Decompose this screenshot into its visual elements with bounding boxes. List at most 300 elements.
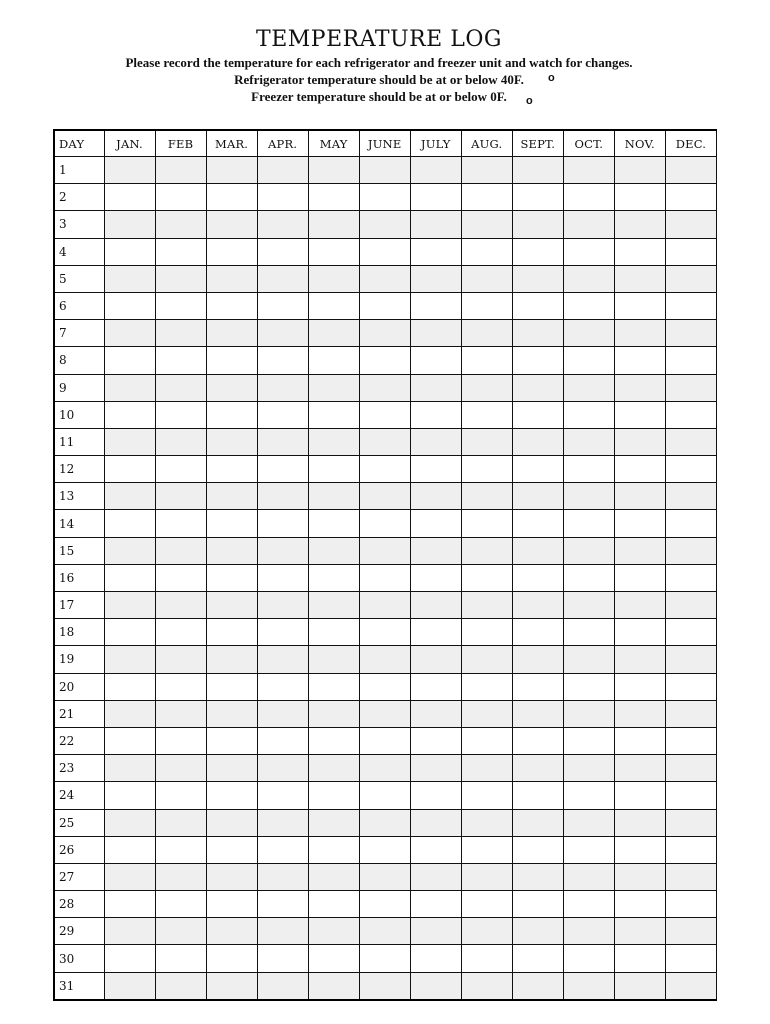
temperature-entry-cell[interactable]: [512, 646, 563, 673]
temperature-entry-cell[interactable]: [665, 782, 716, 809]
temperature-entry-cell[interactable]: [614, 700, 665, 727]
temperature-entry-cell[interactable]: [155, 292, 206, 319]
temperature-entry-cell[interactable]: [155, 401, 206, 428]
temperature-entry-cell[interactable]: [665, 891, 716, 918]
temperature-entry-cell[interactable]: [512, 483, 563, 510]
temperature-entry-cell[interactable]: [104, 320, 155, 347]
temperature-entry-cell[interactable]: [461, 428, 512, 455]
temperature-entry-cell[interactable]: [512, 456, 563, 483]
temperature-entry-cell[interactable]: [410, 537, 461, 564]
temperature-entry-cell[interactable]: [104, 157, 155, 184]
temperature-entry-cell[interactable]: [665, 320, 716, 347]
temperature-entry-cell[interactable]: [155, 945, 206, 972]
temperature-entry-cell[interactable]: [257, 619, 308, 646]
temperature-entry-cell[interactable]: [512, 428, 563, 455]
temperature-entry-cell[interactable]: [308, 755, 359, 782]
temperature-entry-cell[interactable]: [512, 727, 563, 754]
temperature-entry-cell[interactable]: [257, 510, 308, 537]
temperature-entry-cell[interactable]: [104, 755, 155, 782]
temperature-entry-cell[interactable]: [155, 863, 206, 890]
temperature-entry-cell[interactable]: [104, 292, 155, 319]
temperature-entry-cell[interactable]: [104, 456, 155, 483]
temperature-entry-cell[interactable]: [461, 238, 512, 265]
temperature-entry-cell[interactable]: [563, 564, 614, 591]
temperature-entry-cell[interactable]: [461, 564, 512, 591]
temperature-entry-cell[interactable]: [563, 238, 614, 265]
temperature-entry-cell[interactable]: [563, 265, 614, 292]
temperature-entry-cell[interactable]: [563, 537, 614, 564]
temperature-entry-cell[interactable]: [614, 510, 665, 537]
temperature-entry-cell[interactable]: [410, 646, 461, 673]
temperature-entry-cell[interactable]: [512, 755, 563, 782]
temperature-entry-cell[interactable]: [563, 755, 614, 782]
temperature-entry-cell[interactable]: [257, 592, 308, 619]
temperature-entry-cell[interactable]: [155, 619, 206, 646]
temperature-entry-cell[interactable]: [308, 211, 359, 238]
temperature-entry-cell[interactable]: [155, 347, 206, 374]
temperature-entry-cell[interactable]: [614, 646, 665, 673]
temperature-entry-cell[interactable]: [614, 483, 665, 510]
temperature-entry-cell[interactable]: [359, 265, 410, 292]
temperature-entry-cell[interactable]: [308, 646, 359, 673]
temperature-entry-cell[interactable]: [410, 320, 461, 347]
temperature-entry-cell[interactable]: [563, 510, 614, 537]
temperature-entry-cell[interactable]: [614, 727, 665, 754]
temperature-entry-cell[interactable]: [614, 972, 665, 1000]
temperature-entry-cell[interactable]: [359, 972, 410, 1000]
temperature-entry-cell[interactable]: [461, 836, 512, 863]
temperature-entry-cell[interactable]: [359, 727, 410, 754]
temperature-entry-cell[interactable]: [563, 836, 614, 863]
temperature-entry-cell[interactable]: [104, 945, 155, 972]
temperature-entry-cell[interactable]: [308, 673, 359, 700]
temperature-entry-cell[interactable]: [308, 265, 359, 292]
temperature-entry-cell[interactable]: [104, 564, 155, 591]
temperature-entry-cell[interactable]: [665, 456, 716, 483]
temperature-entry-cell[interactable]: [257, 347, 308, 374]
temperature-entry-cell[interactable]: [257, 863, 308, 890]
temperature-entry-cell[interactable]: [665, 238, 716, 265]
temperature-entry-cell[interactable]: [206, 619, 257, 646]
temperature-entry-cell[interactable]: [206, 592, 257, 619]
temperature-entry-cell[interactable]: [563, 456, 614, 483]
temperature-entry-cell[interactable]: [155, 374, 206, 401]
temperature-entry-cell[interactable]: [206, 374, 257, 401]
temperature-entry-cell[interactable]: [206, 157, 257, 184]
temperature-entry-cell[interactable]: [461, 401, 512, 428]
temperature-entry-cell[interactable]: [512, 592, 563, 619]
temperature-entry-cell[interactable]: [512, 157, 563, 184]
temperature-entry-cell[interactable]: [410, 347, 461, 374]
temperature-entry-cell[interactable]: [614, 265, 665, 292]
temperature-entry-cell[interactable]: [563, 646, 614, 673]
temperature-entry-cell[interactable]: [104, 211, 155, 238]
temperature-entry-cell[interactable]: [563, 211, 614, 238]
temperature-entry-cell[interactable]: [461, 945, 512, 972]
temperature-entry-cell[interactable]: [257, 700, 308, 727]
temperature-entry-cell[interactable]: [257, 211, 308, 238]
temperature-entry-cell[interactable]: [461, 673, 512, 700]
temperature-entry-cell[interactable]: [665, 510, 716, 537]
temperature-entry-cell[interactable]: [665, 727, 716, 754]
temperature-entry-cell[interactable]: [155, 157, 206, 184]
temperature-entry-cell[interactable]: [410, 727, 461, 754]
temperature-entry-cell[interactable]: [410, 292, 461, 319]
temperature-entry-cell[interactable]: [512, 809, 563, 836]
temperature-entry-cell[interactable]: [155, 211, 206, 238]
temperature-entry-cell[interactable]: [410, 157, 461, 184]
temperature-entry-cell[interactable]: [665, 673, 716, 700]
temperature-entry-cell[interactable]: [665, 945, 716, 972]
temperature-entry-cell[interactable]: [104, 238, 155, 265]
temperature-entry-cell[interactable]: [206, 809, 257, 836]
temperature-entry-cell[interactable]: [461, 700, 512, 727]
temperature-entry-cell[interactable]: [206, 863, 257, 890]
temperature-entry-cell[interactable]: [359, 211, 410, 238]
temperature-entry-cell[interactable]: [665, 972, 716, 1000]
temperature-entry-cell[interactable]: [614, 782, 665, 809]
temperature-entry-cell[interactable]: [257, 809, 308, 836]
temperature-entry-cell[interactable]: [104, 483, 155, 510]
temperature-entry-cell[interactable]: [461, 510, 512, 537]
temperature-entry-cell[interactable]: [155, 727, 206, 754]
temperature-entry-cell[interactable]: [308, 836, 359, 863]
temperature-entry-cell[interactable]: [206, 456, 257, 483]
temperature-entry-cell[interactable]: [410, 755, 461, 782]
temperature-entry-cell[interactable]: [461, 809, 512, 836]
temperature-entry-cell[interactable]: [359, 673, 410, 700]
temperature-entry-cell[interactable]: [257, 918, 308, 945]
temperature-entry-cell[interactable]: [308, 184, 359, 211]
temperature-entry-cell[interactable]: [155, 836, 206, 863]
temperature-entry-cell[interactable]: [359, 782, 410, 809]
temperature-entry-cell[interactable]: [308, 374, 359, 401]
temperature-entry-cell[interactable]: [410, 863, 461, 890]
temperature-entry-cell[interactable]: [614, 564, 665, 591]
temperature-entry-cell[interactable]: [563, 292, 614, 319]
temperature-entry-cell[interactable]: [614, 184, 665, 211]
temperature-entry-cell[interactable]: [359, 157, 410, 184]
temperature-entry-cell[interactable]: [104, 347, 155, 374]
temperature-entry-cell[interactable]: [512, 945, 563, 972]
temperature-entry-cell[interactable]: [308, 537, 359, 564]
temperature-entry-cell[interactable]: [359, 918, 410, 945]
temperature-entry-cell[interactable]: [206, 646, 257, 673]
temperature-entry-cell[interactable]: [410, 401, 461, 428]
temperature-entry-cell[interactable]: [410, 428, 461, 455]
temperature-entry-cell[interactable]: [563, 945, 614, 972]
temperature-entry-cell[interactable]: [257, 184, 308, 211]
temperature-entry-cell[interactable]: [359, 646, 410, 673]
temperature-entry-cell[interactable]: [206, 972, 257, 1000]
temperature-entry-cell[interactable]: [206, 211, 257, 238]
temperature-entry-cell[interactable]: [512, 537, 563, 564]
temperature-entry-cell[interactable]: [359, 700, 410, 727]
temperature-entry-cell[interactable]: [614, 836, 665, 863]
temperature-entry-cell[interactable]: [308, 347, 359, 374]
temperature-entry-cell[interactable]: [461, 646, 512, 673]
temperature-entry-cell[interactable]: [461, 374, 512, 401]
temperature-entry-cell[interactable]: [257, 292, 308, 319]
temperature-entry-cell[interactable]: [563, 727, 614, 754]
temperature-entry-cell[interactable]: [104, 972, 155, 1000]
temperature-entry-cell[interactable]: [410, 456, 461, 483]
temperature-entry-cell[interactable]: [206, 945, 257, 972]
temperature-entry-cell[interactable]: [512, 184, 563, 211]
temperature-entry-cell[interactable]: [461, 456, 512, 483]
temperature-entry-cell[interactable]: [512, 211, 563, 238]
temperature-entry-cell[interactable]: [614, 211, 665, 238]
temperature-entry-cell[interactable]: [104, 782, 155, 809]
temperature-entry-cell[interactable]: [563, 483, 614, 510]
temperature-entry-cell[interactable]: [614, 809, 665, 836]
temperature-entry-cell[interactable]: [410, 211, 461, 238]
temperature-entry-cell[interactable]: [563, 700, 614, 727]
temperature-entry-cell[interactable]: [308, 401, 359, 428]
temperature-entry-cell[interactable]: [359, 592, 410, 619]
temperature-entry-cell[interactable]: [257, 537, 308, 564]
temperature-entry-cell[interactable]: [155, 782, 206, 809]
temperature-entry-cell[interactable]: [665, 755, 716, 782]
temperature-entry-cell[interactable]: [461, 619, 512, 646]
temperature-entry-cell[interactable]: [104, 918, 155, 945]
temperature-entry-cell[interactable]: [206, 918, 257, 945]
temperature-entry-cell[interactable]: [308, 564, 359, 591]
temperature-entry-cell[interactable]: [155, 592, 206, 619]
temperature-entry-cell[interactable]: [614, 619, 665, 646]
temperature-entry-cell[interactable]: [206, 564, 257, 591]
temperature-entry-cell[interactable]: [410, 972, 461, 1000]
temperature-entry-cell[interactable]: [665, 619, 716, 646]
temperature-entry-cell[interactable]: [155, 972, 206, 1000]
temperature-entry-cell[interactable]: [155, 510, 206, 537]
temperature-entry-cell[interactable]: [410, 945, 461, 972]
temperature-entry-cell[interactable]: [359, 809, 410, 836]
temperature-entry-cell[interactable]: [614, 320, 665, 347]
temperature-entry-cell[interactable]: [308, 592, 359, 619]
temperature-entry-cell[interactable]: [104, 673, 155, 700]
temperature-entry-cell[interactable]: [206, 265, 257, 292]
temperature-entry-cell[interactable]: [614, 292, 665, 319]
temperature-entry-cell[interactable]: [104, 646, 155, 673]
temperature-entry-cell[interactable]: [308, 292, 359, 319]
temperature-entry-cell[interactable]: [257, 782, 308, 809]
temperature-entry-cell[interactable]: [461, 755, 512, 782]
temperature-entry-cell[interactable]: [359, 292, 410, 319]
temperature-entry-cell[interactable]: [308, 945, 359, 972]
temperature-entry-cell[interactable]: [410, 673, 461, 700]
temperature-entry-cell[interactable]: [512, 836, 563, 863]
temperature-entry-cell[interactable]: [359, 755, 410, 782]
temperature-entry-cell[interactable]: [257, 238, 308, 265]
temperature-entry-cell[interactable]: [155, 428, 206, 455]
temperature-entry-cell[interactable]: [155, 673, 206, 700]
temperature-entry-cell[interactable]: [563, 619, 614, 646]
temperature-entry-cell[interactable]: [206, 483, 257, 510]
temperature-entry-cell[interactable]: [563, 972, 614, 1000]
temperature-entry-cell[interactable]: [614, 863, 665, 890]
temperature-entry-cell[interactable]: [665, 564, 716, 591]
temperature-entry-cell[interactable]: [512, 673, 563, 700]
temperature-entry-cell[interactable]: [512, 564, 563, 591]
temperature-entry-cell[interactable]: [665, 374, 716, 401]
temperature-entry-cell[interactable]: [155, 646, 206, 673]
temperature-entry-cell[interactable]: [563, 184, 614, 211]
temperature-entry-cell[interactable]: [665, 428, 716, 455]
temperature-entry-cell[interactable]: [359, 945, 410, 972]
temperature-entry-cell[interactable]: [206, 292, 257, 319]
temperature-entry-cell[interactable]: [665, 401, 716, 428]
temperature-entry-cell[interactable]: [257, 836, 308, 863]
temperature-entry-cell[interactable]: [563, 428, 614, 455]
temperature-entry-cell[interactable]: [104, 374, 155, 401]
temperature-entry-cell[interactable]: [155, 537, 206, 564]
temperature-entry-cell[interactable]: [461, 265, 512, 292]
temperature-entry-cell[interactable]: [155, 891, 206, 918]
temperature-entry-cell[interactable]: [359, 347, 410, 374]
temperature-entry-cell[interactable]: [563, 157, 614, 184]
temperature-entry-cell[interactable]: [257, 945, 308, 972]
temperature-entry-cell[interactable]: [461, 157, 512, 184]
temperature-entry-cell[interactable]: [512, 401, 563, 428]
temperature-entry-cell[interactable]: [308, 157, 359, 184]
temperature-entry-cell[interactable]: [461, 320, 512, 347]
temperature-entry-cell[interactable]: [359, 483, 410, 510]
temperature-entry-cell[interactable]: [104, 619, 155, 646]
temperature-entry-cell[interactable]: [410, 891, 461, 918]
temperature-entry-cell[interactable]: [359, 238, 410, 265]
temperature-entry-cell[interactable]: [308, 809, 359, 836]
temperature-entry-cell[interactable]: [155, 265, 206, 292]
temperature-entry-cell[interactable]: [614, 891, 665, 918]
temperature-entry-cell[interactable]: [665, 265, 716, 292]
temperature-entry-cell[interactable]: [359, 836, 410, 863]
temperature-entry-cell[interactable]: [104, 510, 155, 537]
temperature-entry-cell[interactable]: [614, 537, 665, 564]
temperature-entry-cell[interactable]: [206, 700, 257, 727]
temperature-entry-cell[interactable]: [614, 157, 665, 184]
temperature-entry-cell[interactable]: [563, 673, 614, 700]
temperature-entry-cell[interactable]: [410, 809, 461, 836]
temperature-entry-cell[interactable]: [155, 700, 206, 727]
temperature-entry-cell[interactable]: [512, 320, 563, 347]
temperature-entry-cell[interactable]: [359, 863, 410, 890]
temperature-entry-cell[interactable]: [614, 673, 665, 700]
temperature-entry-cell[interactable]: [104, 863, 155, 890]
temperature-entry-cell[interactable]: [614, 592, 665, 619]
temperature-entry-cell[interactable]: [359, 184, 410, 211]
temperature-entry-cell[interactable]: [614, 347, 665, 374]
temperature-entry-cell[interactable]: [461, 782, 512, 809]
temperature-entry-cell[interactable]: [206, 401, 257, 428]
temperature-entry-cell[interactable]: [614, 428, 665, 455]
temperature-entry-cell[interactable]: [563, 809, 614, 836]
temperature-entry-cell[interactable]: [563, 320, 614, 347]
temperature-entry-cell[interactable]: [155, 184, 206, 211]
temperature-entry-cell[interactable]: [257, 374, 308, 401]
temperature-entry-cell[interactable]: [308, 619, 359, 646]
temperature-entry-cell[interactable]: [614, 238, 665, 265]
temperature-entry-cell[interactable]: [563, 891, 614, 918]
temperature-entry-cell[interactable]: [308, 863, 359, 890]
temperature-entry-cell[interactable]: [461, 211, 512, 238]
temperature-entry-cell[interactable]: [308, 428, 359, 455]
temperature-entry-cell[interactable]: [308, 891, 359, 918]
temperature-entry-cell[interactable]: [410, 592, 461, 619]
temperature-entry-cell[interactable]: [512, 782, 563, 809]
temperature-entry-cell[interactable]: [359, 320, 410, 347]
temperature-entry-cell[interactable]: [359, 564, 410, 591]
temperature-entry-cell[interactable]: [206, 238, 257, 265]
temperature-entry-cell[interactable]: [257, 755, 308, 782]
temperature-entry-cell[interactable]: [410, 265, 461, 292]
temperature-entry-cell[interactable]: [665, 211, 716, 238]
temperature-entry-cell[interactable]: [308, 456, 359, 483]
temperature-entry-cell[interactable]: [410, 619, 461, 646]
temperature-entry-cell[interactable]: [155, 456, 206, 483]
temperature-entry-cell[interactable]: [563, 347, 614, 374]
temperature-entry-cell[interactable]: [614, 456, 665, 483]
temperature-entry-cell[interactable]: [665, 483, 716, 510]
temperature-entry-cell[interactable]: [614, 755, 665, 782]
temperature-entry-cell[interactable]: [410, 238, 461, 265]
temperature-entry-cell[interactable]: [359, 428, 410, 455]
temperature-entry-cell[interactable]: [257, 646, 308, 673]
temperature-entry-cell[interactable]: [461, 592, 512, 619]
temperature-entry-cell[interactable]: [155, 564, 206, 591]
temperature-entry-cell[interactable]: [206, 891, 257, 918]
temperature-entry-cell[interactable]: [257, 265, 308, 292]
temperature-entry-cell[interactable]: [512, 891, 563, 918]
temperature-entry-cell[interactable]: [359, 891, 410, 918]
temperature-entry-cell[interactable]: [257, 401, 308, 428]
temperature-entry-cell[interactable]: [410, 700, 461, 727]
temperature-entry-cell[interactable]: [665, 157, 716, 184]
temperature-entry-cell[interactable]: [359, 401, 410, 428]
temperature-entry-cell[interactable]: [461, 292, 512, 319]
temperature-entry-cell[interactable]: [359, 374, 410, 401]
temperature-entry-cell[interactable]: [410, 184, 461, 211]
temperature-entry-cell[interactable]: [257, 483, 308, 510]
temperature-entry-cell[interactable]: [257, 727, 308, 754]
temperature-entry-cell[interactable]: [257, 456, 308, 483]
temperature-entry-cell[interactable]: [257, 673, 308, 700]
temperature-entry-cell[interactable]: [257, 320, 308, 347]
temperature-entry-cell[interactable]: [206, 755, 257, 782]
temperature-entry-cell[interactable]: [665, 700, 716, 727]
temperature-entry-cell[interactable]: [104, 836, 155, 863]
temperature-entry-cell[interactable]: [512, 238, 563, 265]
temperature-entry-cell[interactable]: [512, 292, 563, 319]
temperature-entry-cell[interactable]: [410, 564, 461, 591]
temperature-entry-cell[interactable]: [308, 510, 359, 537]
temperature-entry-cell[interactable]: [512, 374, 563, 401]
temperature-entry-cell[interactable]: [410, 918, 461, 945]
temperature-entry-cell[interactable]: [206, 320, 257, 347]
temperature-entry-cell[interactable]: [461, 184, 512, 211]
temperature-entry-cell[interactable]: [104, 537, 155, 564]
temperature-entry-cell[interactable]: [257, 891, 308, 918]
temperature-entry-cell[interactable]: [665, 184, 716, 211]
temperature-entry-cell[interactable]: [155, 483, 206, 510]
temperature-entry-cell[interactable]: [410, 782, 461, 809]
temperature-entry-cell[interactable]: [665, 347, 716, 374]
temperature-entry-cell[interactable]: [614, 918, 665, 945]
temperature-entry-cell[interactable]: [512, 700, 563, 727]
temperature-entry-cell[interactable]: [665, 863, 716, 890]
temperature-entry-cell[interactable]: [155, 238, 206, 265]
temperature-entry-cell[interactable]: [461, 863, 512, 890]
